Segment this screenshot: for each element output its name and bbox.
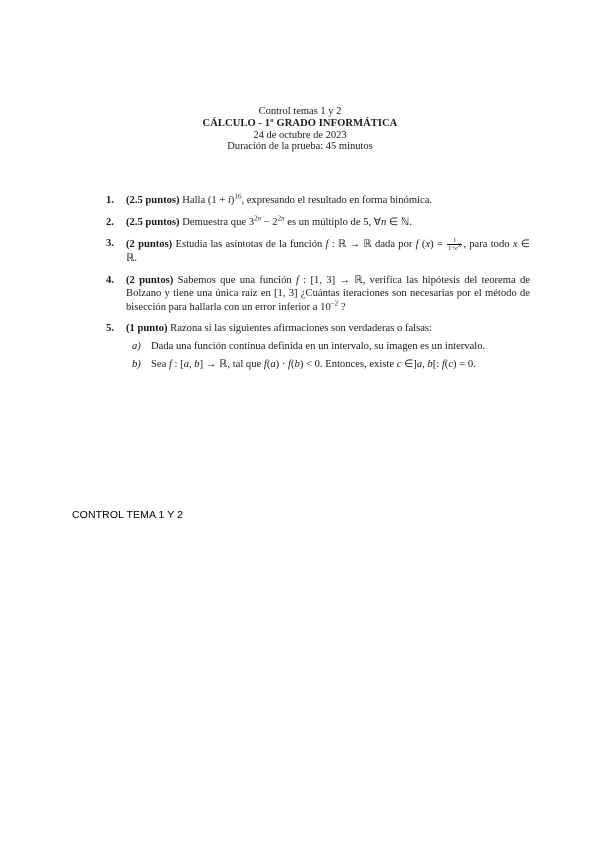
question-1: 1. (2.5 puntos) Halla $(1 + i)^{16}$, expresando el resultado en forma binómica. (106, 192, 433, 206)
question-5: 5. (1 punto) Razona si las siguientes afirmaciones son verdaderas o falsas: a) Dada una función continua definida en un intervalo, su imagen es un intervalo. b) Sea f : [a, b] → ℝ, tal que f(a) · f(b) < 0. Entonces, existe c ∈]a, b[: f(c) = 0. (106, 322, 530, 372)
header-course: CÁLCULO - 1º GRADO INFORMÁTICA (202, 117, 398, 129)
subquestion-label: a) (132, 340, 141, 352)
question-points: (2 puntos) (126, 239, 173, 251)
formula: $3^{2n} - 2^{2n}$ (248, 213, 285, 228)
formula: f (x) = $\frac{1}{1+e^x}$ (415, 237, 462, 253)
question-number: 4. (106, 274, 114, 286)
formula: c ∈]a, b[: f(c) = 0. (396, 359, 476, 371)
question-4: 4. (2 puntos) Sabemos que una función f : [1, 3] → ℝ, verifica las hipótesis del teorema de Bolzano y tiene una única raíz en [1, 3] ¿Cuántas iteraciones son necesarias por el método de bisección para hallarla con un error inferior a $10^{-2}$ ? (106, 274, 530, 313)
question-number: 2. (106, 216, 114, 228)
formula: f(a) · f(b) < 0 (263, 359, 320, 371)
question-points: (2.5 puntos) (126, 195, 180, 206)
header-subtitle: Control temas 1 y 2 (258, 106, 342, 117)
formula: f : ℝ → ℝ (325, 239, 372, 251)
question-number: 5. (106, 323, 114, 335)
footer-label: CONTROL TEMA 1 Y 2 (72, 509, 184, 521)
question-points: (1 punto) (126, 323, 168, 335)
formula: f : [1, 3] → ℝ (296, 274, 363, 286)
header-duration: Duración de la prueba: 45 minutos (227, 141, 373, 153)
subquestion-label: b) (132, 359, 141, 371)
question-list (106, 194, 530, 380)
question-number: 1. (106, 195, 114, 206)
formula: n ∈ ℕ (381, 216, 410, 228)
question-number: 3. (106, 238, 114, 249)
question-5b: b) Sea f : [a, b] → ℝ, tal que f(a) · f(b) < 0. Entonces, existe c ∈]a, b[: f(c) = 0. (132, 359, 476, 371)
formula: $10^{-2}$ (320, 299, 339, 313)
question-points: (2.5 puntos) (126, 216, 180, 228)
question-2: 2. (2.5 puntos) Demuestra que $3^{2n} - 2^{2n}$ es un múltiplo de 5, ∀n ∈ ℕ. (106, 213, 412, 228)
question-5a: a) Dada una función continua definida en un intervalo, su imagen es un intervalo. (132, 340, 486, 352)
formula: [1, 3] (274, 288, 298, 300)
question-points: (2 puntos) (126, 274, 174, 286)
formula: $(1 + i)^{16}$ (207, 192, 242, 206)
formula: x ∈ ℝ. (126, 239, 530, 265)
header-date: 24 de octubre de 2023 (253, 129, 347, 141)
formula: f : [a, b] → ℝ (168, 359, 228, 371)
exam-header (0, 106, 600, 153)
question-3: 3. (2 puntos) Estudia las asíntotas de la función f : ℝ → ℝ dada por f (x) = $\frac{1}{1+e^x}$ , para todo x ∈ ℝ. (106, 237, 530, 265)
